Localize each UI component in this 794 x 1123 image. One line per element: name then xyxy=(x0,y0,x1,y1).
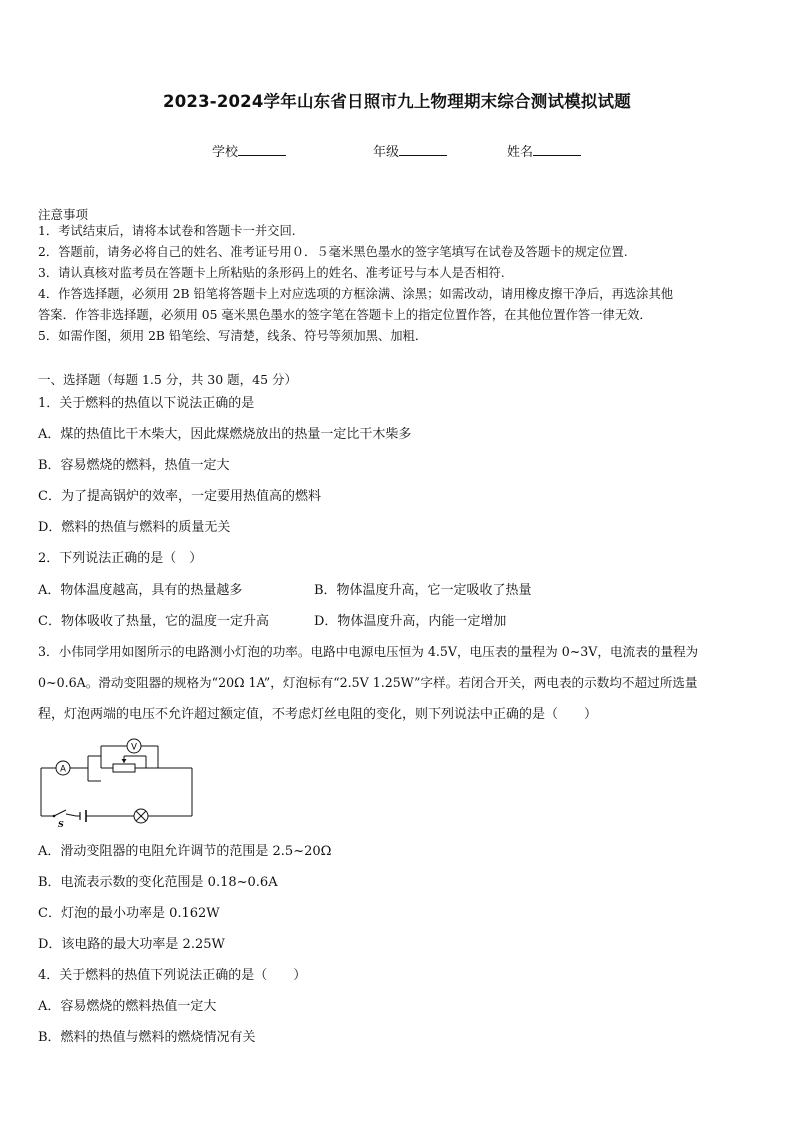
option-a: A．容易燃烧的燃料热值一定大 xyxy=(38,999,217,1014)
name-label: 姓名 xyxy=(507,145,534,160)
question-stem-line: 程，灯泡两端的电压不允许超过额定值，不考虑灯丝电阻的变化，则下列说法中正确的是（ ） xyxy=(38,707,598,722)
option-c: C．物体吸收了热量，它的温度一定升高 xyxy=(38,614,269,629)
notice-heading: 注意事项 xyxy=(38,207,89,222)
school-blank[interactable] xyxy=(238,143,286,156)
notice-item: 5．如需作图，须用 2B 铅笔绘、写清楚，线条、符号等须加黑、加粗． xyxy=(38,329,428,343)
school-field xyxy=(212,141,286,160)
option-a: A．滑动变阻器的电阻允许调节的范围是 2.5~20Ω xyxy=(38,844,332,859)
option-a: A．物体温度越高，具有的热量越多 xyxy=(38,583,243,598)
question-stem-line: 3．小伟同学用如图所示的电路测小灯泡的功率。电路中电源电压恒为 4.5V，电压表的量程为 0~3V，电流表的量程为 xyxy=(38,644,699,659)
grade-label: 年级 xyxy=(373,145,400,160)
question-stem: 1．关于燃料的热值以下说法正确的是 xyxy=(38,396,255,411)
name-blank[interactable] xyxy=(533,143,581,156)
option-d: D．该电路的最大功率是 2.25W xyxy=(38,937,225,952)
option-b: B．物体温度升高，它一定吸收了热量 xyxy=(314,583,532,598)
name-field xyxy=(507,141,581,160)
section-heading: 一、选择题（每题 1.5 分，共 30 题，45 分） xyxy=(38,372,298,387)
question-stem: 2．下列说法正确的是（ ） xyxy=(38,551,203,566)
page-title: 2023-2024学年山东省日照市九上物理期末综合测试模拟试题 xyxy=(163,92,631,111)
switch-label: S xyxy=(58,819,64,828)
question-stem-line: 0~0.6A。滑动变阻器的规格为“20Ω 1A”，灯泡标有“2.5V 1.25W”字样。若闭合开关，两电表的示数均不超过所选量 xyxy=(38,675,698,690)
option-d: D．物体温度升高，内能一定增加 xyxy=(314,614,507,629)
option-d: D．燃料的热值与燃料的质量无关 xyxy=(38,520,231,535)
ammeter-label: A xyxy=(60,764,66,775)
option-b: B．容易燃烧的燃料，热值一定大 xyxy=(38,458,230,473)
option-c: C．为了提高锅炉的效率，一定要用热值高的燃料 xyxy=(38,489,321,504)
switch-icon xyxy=(53,815,56,818)
lamp-icon xyxy=(134,809,148,823)
voltmeter-label: V xyxy=(131,742,137,753)
grade-blank[interactable] xyxy=(399,143,447,156)
grade-field xyxy=(373,141,447,160)
option-b: B．燃料的热值与燃料的燃烧情况有关 xyxy=(38,1030,256,1045)
option-c: C．灯泡的最小功率是 0.162W xyxy=(38,906,220,921)
notice-item: 2．答题前，请务必将自己的姓名、准考证号用０．５毫米黑色墨水的签字笔填写在试卷及答题卡的规定位置. xyxy=(38,245,628,259)
option-b: B．电流表示数的变化范围是 0.18~0.6A xyxy=(38,875,278,890)
circuit-diagram xyxy=(36,736,206,828)
notice-item: 答案．作答非选择题，必须用 05 毫米黑色墨水的签字笔在答题卡上的指定位置作答，在其他位置作答一律无效． xyxy=(38,308,652,322)
school-label: 学校 xyxy=(212,145,239,160)
notice-item: 4．作答选择题，必须用 2B 铅笔将答题卡上对应选项的方框涂满、涂黑；如需改动，请用橡皮擦干净后，再选涂其他 xyxy=(38,287,674,301)
option-a: A．煤的热值比干木柴大，因此煤燃烧放出的热量一定比干木柴多 xyxy=(38,427,412,442)
question-stem: 4．关于燃料的热值下列说法正确的是（ ） xyxy=(38,968,307,983)
notice-item: 3．请认真核对监考员在答题卡上所粘贴的条形码上的姓名、准考证号与本人是否相符. xyxy=(38,266,505,280)
notice-item: 1．考试结束后，请将本试卷和答题卡一并交回. xyxy=(38,224,296,238)
rheostat-icon xyxy=(113,764,135,772)
